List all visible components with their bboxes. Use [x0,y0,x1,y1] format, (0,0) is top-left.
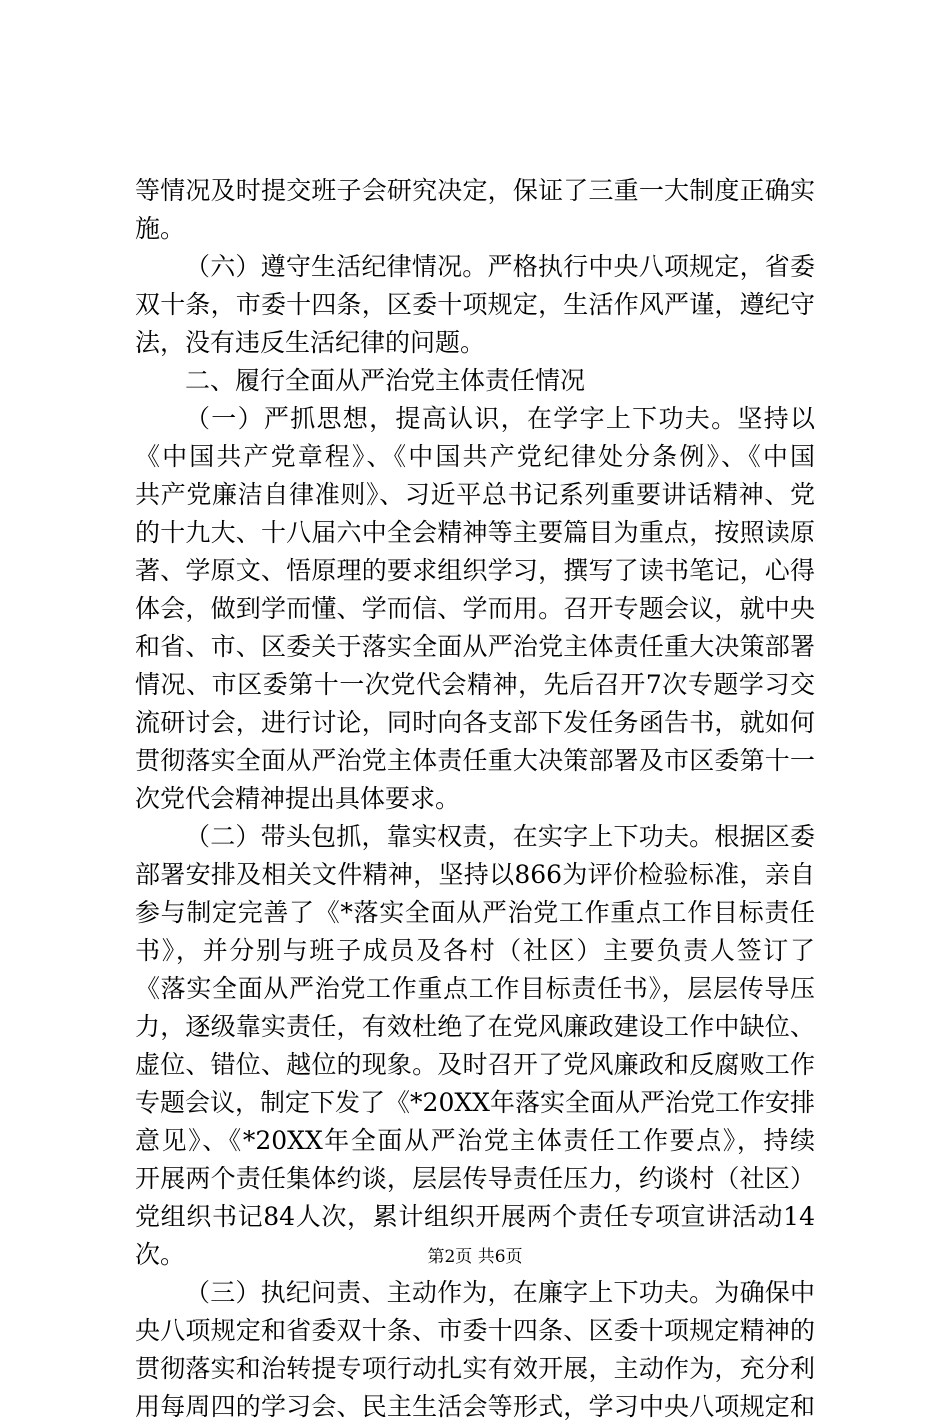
body-line: 参与制定完善了《*落实全面从严治党工作重点工作目标责任 [135,898,815,927]
body-line: 施。 [135,214,186,243]
body-line: 《中国共产党章程》、《中国共产党纪律处分条例》、《中国 [135,442,815,471]
section-heading-line: （二）带头包抓，靠实权责，在实字上下功夫。根据区委 [185,822,815,851]
body-line: 意见》、《*20XX年全面从严治党主体责任工作要点》，持续 [135,1126,815,1155]
body-line: 次。 [135,1240,186,1269]
body-line: 的十九大、十八届六中全会精神等主要篇目为重点，按照读原 [135,518,815,547]
body-line: 次党代会精神提出具体要求。 [135,784,461,813]
body-line: 书》，并分别与班子成员及各村（社区）主要负责人签订了 [135,936,815,965]
body-line: 央八项规定和省委双十条、市委十四条、区委十项规定精神的 [135,1316,815,1345]
document-body [135,172,815,1426]
body-line: 情况、市区委第十一次党代会精神，先后召开7次专题学习交 [135,670,815,699]
section-heading-line: （一）严抓思想，提高认识，在学字上下功夫。坚持以 [185,404,815,433]
body-line: 等情况及时提交班子会研究决定，保证了三重一大制度正确实 [135,176,815,205]
body-line: 用每周四的学习会、民主生活会等形式，学习中央八项规定和 [135,1392,815,1421]
section-heading-line: （六）遵守生活纪律情况。严格执行中央八项规定，省委 [185,252,815,281]
body-line: 法，没有违反生活纪律的问题。 [135,328,486,357]
body-line: 著、学原文、悟原理的要求组织学习，撰写了读书笔记，心得 [135,556,815,585]
body-line: 部署安排及相关文件精神，坚持以866为评价检验标准，亲自 [135,860,815,889]
section-heading-line: （三）执纪问责、主动作为，在廉字上下功夫。为确保中 [185,1278,815,1307]
body-line: 和省、市、区委关于落实全面从严治党主体责任重大决策部署 [135,632,815,661]
body-line: 共产党廉洁自律准则》、习近平总书记系列重要讲话精神、党 [135,480,815,509]
body-line: 力，逐级靠实责任，有效杜绝了在党风廉政建设工作中缺位、 [135,1012,815,1041]
body-line: 贯彻落实和治转提专项行动扎实有效开展，主动作为，充分利 [135,1354,815,1383]
body-line: 《落实全面从严治党工作重点工作目标责任书》，层层传导压 [135,974,815,1003]
page-footer: 第2页 共6页 [427,1247,523,1267]
body-line: 贯彻落实全面从严治党主体责任重大决策部署及市区委第十一 [135,746,815,775]
body-line: 流研讨会，进行讨论，同时向各支部下发任务函告书，就如何 [135,708,815,737]
body-line: 开展两个责任集体约谈，层层传导责任压力，约谈村（社区） [135,1164,815,1193]
body-line: 虚位、错位、越位的现象。及时召开了党风廉政和反腐败工作 [135,1050,815,1079]
body-line: 专题会议，制定下发了《*20XX年落实全面从严治党工作安排 [135,1088,815,1117]
body-line: 党组织书记84人次，累计组织开展两个责任专项宣讲活动14 [135,1202,815,1231]
body-line: 体会，做到学而懂、学而信、学而用。召开专题会议，就中央 [135,594,815,623]
body-line: 双十条，市委十四条，区委十项规定，生活作风严谨，遵纪守 [135,290,815,319]
section-heading: 二、履行全面从严治党主体责任情况 [185,366,586,395]
